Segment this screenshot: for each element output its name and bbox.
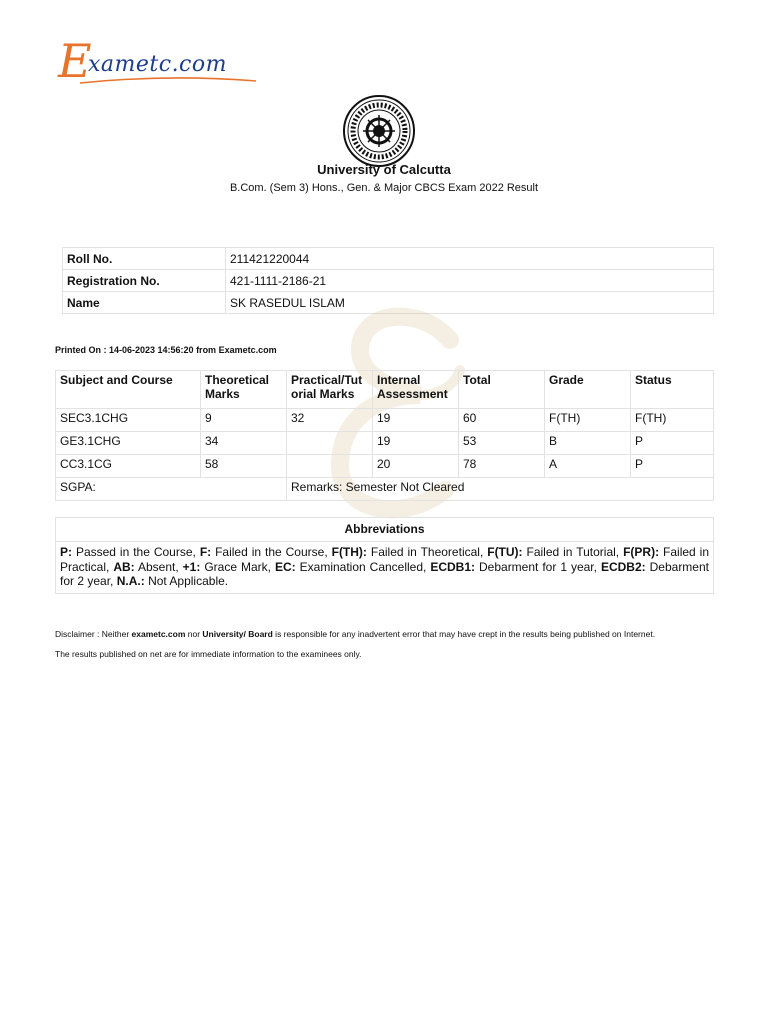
table-cell: 53	[459, 432, 545, 455]
abbr-text: Debarment for 1 year,	[479, 559, 597, 574]
sgpa-row	[56, 478, 714, 501]
disclaimer-text	[55, 629, 655, 639]
table-cell: 20	[373, 455, 459, 478]
table-header-row	[56, 371, 714, 409]
logo-text: xametc.com	[88, 52, 227, 77]
table-cell: A	[545, 455, 631, 478]
exametc-logo	[58, 34, 258, 88]
logo-initial: E	[58, 34, 92, 88]
info-value: 421-1111-2186-21	[226, 270, 714, 292]
table-row	[56, 432, 714, 455]
table-cell: SEC3.1CHG	[56, 409, 201, 432]
marks-table	[55, 370, 714, 501]
abbr-code: F(TH):	[331, 545, 367, 559]
column-header: Theoretical Marks	[201, 371, 287, 409]
abbr-code: ECDB2:	[600, 559, 646, 574]
info-row	[63, 248, 714, 270]
column-header: Total	[459, 371, 545, 409]
disclaimer-part: Disclaimer : Neither	[55, 629, 132, 639]
disclaimer-part: is responsible for any inadvertent error that may have crept in the results being published on Internet.	[272, 629, 656, 639]
university-seal-icon	[342, 94, 416, 168]
table-cell: 19	[373, 432, 459, 455]
abbreviations-box	[55, 517, 714, 594]
abbr-code: F(PR):	[623, 545, 660, 559]
abbreviations-title: Abbreviations	[56, 518, 713, 542]
abbr-text: Failed in the Course,	[215, 545, 328, 559]
info-value: 211421220044	[226, 248, 714, 270]
abbr-code: AB:	[113, 559, 135, 574]
table-cell: B	[545, 432, 631, 455]
column-header: Status	[631, 371, 714, 409]
table-cell: 78	[459, 455, 545, 478]
abbr-code: +1:	[182, 559, 201, 574]
abbr-text: Failed in Tutorial,	[526, 545, 620, 559]
abbr-text: Examination Cancelled,	[299, 559, 427, 574]
abbr-text: Failed in Theoretical,	[370, 545, 484, 559]
abbr-text: Grace Mark,	[204, 559, 271, 574]
info-label: Roll No.	[63, 248, 226, 270]
table-row	[56, 409, 714, 432]
table-cell: 60	[459, 409, 545, 432]
table-cell: P	[631, 432, 714, 455]
printed-on-text: Printed On : 14-06-2023 14:56:20 from Exametc.com	[55, 345, 277, 355]
table-cell: F(TH)	[631, 409, 714, 432]
table-cell: 34	[201, 432, 287, 455]
table-cell: P	[631, 455, 714, 478]
column-header: Grade	[545, 371, 631, 409]
abbr-code: N.A.:	[116, 574, 145, 588]
column-header: Internal Assessment	[373, 371, 459, 409]
table-cell: 58	[201, 455, 287, 478]
abbr-code: EC:	[274, 559, 296, 574]
table-row	[56, 455, 714, 478]
exam-subtitle: B.Com. (Sem 3) Hons., Gen. & Major CBCS Exam 2022 Result	[229, 182, 539, 194]
info-value: SK RASEDUL ISLAM	[226, 292, 714, 314]
table-cell	[287, 455, 373, 478]
abbr-text: Not Applicable.	[148, 574, 229, 588]
information-note: The results published on net are for immediate information to the examinees only.	[55, 649, 362, 659]
table-cell: F(TH)	[545, 409, 631, 432]
logo-swoosh	[78, 76, 258, 86]
table-cell: 9	[201, 409, 287, 432]
abbr-code: F:	[199, 545, 212, 559]
table-cell: 32	[287, 409, 373, 432]
table-cell	[287, 432, 373, 455]
abbr-text: Failed in Practical,	[60, 545, 709, 574]
table-cell: CC3.1CG	[56, 455, 201, 478]
sgpa-label: SGPA:	[56, 478, 287, 501]
abbr-text: Debarment for 2 year,	[60, 559, 709, 588]
abbr-text: Absent,	[137, 559, 179, 574]
abbr-text: Passed in the Course,	[75, 545, 196, 559]
info-label: Name	[63, 292, 226, 314]
disclaimer-board: University/ Board	[202, 629, 273, 639]
table-cell: GE3.1CHG	[56, 432, 201, 455]
abbr-code: P:	[60, 545, 72, 559]
disclaimer-part: nor	[185, 629, 203, 639]
info-label: Registration No.	[63, 270, 226, 292]
abbreviations-body	[56, 542, 713, 593]
disclaimer-site: exametc.com	[131, 629, 186, 639]
info-row	[63, 270, 714, 292]
abbr-code: ECDB1:	[430, 559, 476, 574]
university-title: University of Calcutta	[317, 162, 451, 177]
column-header: Subject and Course	[56, 371, 201, 409]
remarks-text: Remarks: Semester Not Cleared	[287, 478, 714, 501]
abbr-code: F(TU):	[487, 545, 523, 559]
table-cell: 19	[373, 409, 459, 432]
column-header: Practical/Tut orial Marks	[287, 371, 373, 409]
